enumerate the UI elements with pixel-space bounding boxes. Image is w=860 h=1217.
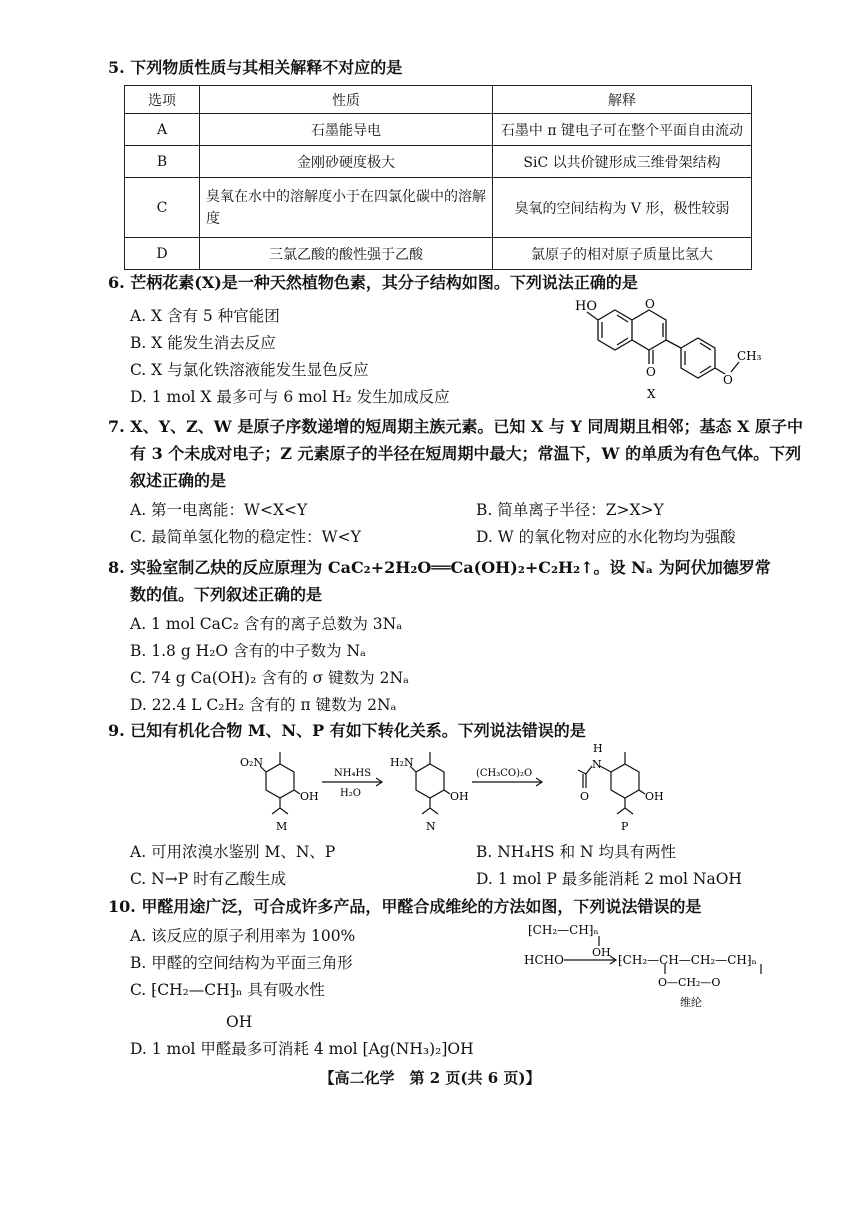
q9-stem: 9. 已知有机化合物 M、N、P 有如下转化关系。下列说法错误的是 (108, 721, 586, 740)
q5-row-b (125, 146, 752, 178)
pva-formula: ⁅CH₂—CH⁆ₙ (528, 923, 599, 937)
q5-row-explanation: 石墨中 π 键电子可在整个平面自由流动 (493, 114, 752, 146)
q5-row-explanation: 臭氧的空间结构为 V 形，极性较弱 (493, 178, 752, 238)
q5-row-property: 三氯乙酸的酸性强于乙酸 (200, 238, 493, 270)
hcho-label: HCHO (524, 953, 564, 967)
q8-stem-line1: 8. 实验室制乙炔的反应原理为 CaC₂+2H₂O══Ca(OH)₂+C₂H₂↑。设 Nₐ 为阿伏加德罗常 (108, 558, 771, 577)
q5-row-option: B (125, 146, 200, 178)
q5-row-property: 石墨能导电 (200, 114, 493, 146)
formononetin-structure (575, 290, 762, 405)
mol-ring-o-label: O (645, 297, 655, 311)
q5-row-explanation: SiC 以共价键形成三维骨架结构 (493, 146, 752, 178)
q5-stem: 5. 下列物质性质与其相关解释不对应的是 (108, 58, 403, 77)
q8-option-d: D. 22.4 L C₂H₂ 含有的 π 键数为 2Nₐ (130, 696, 397, 714)
q6-option-c: C. X 与氯化铁溶液能发生显色反应 (130, 361, 369, 379)
n-label: N (426, 820, 436, 833)
m-label: M (276, 820, 288, 833)
vinylon-formula: ⁅CH₂—CH—CH₂—CH⁆ₙ (618, 953, 757, 967)
q7-option-c: C. 最简单氢化物的稳定性：W<Y (130, 528, 361, 546)
vinylon-synthesis-scheme (524, 918, 794, 1018)
p-label: P (621, 820, 629, 833)
q7-stem-line1: 7. X、Y、Z、W 是原子序数递增的短周期主族元素。已知 X 与 Y 同周期且相邻；基态 X 原子中 (108, 417, 804, 436)
q5-header-explanation: 解释 (493, 86, 752, 114)
mol-ch3-label: CH₃ (737, 349, 762, 363)
q8-option-c: C. 74 g Ca(OH)₂ 含有的 σ 键数为 2Nₐ (130, 669, 409, 687)
n-oh-label: OH (450, 790, 469, 803)
q8-option-b: B. 1.8 g H₂O 含有的中子数为 Nₐ (130, 642, 367, 660)
q10-option-d: D. 1 mol 甲醛最多可消耗 4 mol [Ag(NH₃)₂]OH (130, 1040, 474, 1058)
q5-row-explanation: 氯原子的相对原子质量比氢大 (493, 238, 752, 270)
reagent2-top: (CH₃CO)₂O (476, 768, 533, 779)
q5-header-property: 性质 (200, 86, 493, 114)
p-o-label: O (580, 790, 590, 803)
p-n-label: N (592, 758, 602, 771)
q5-row-d (125, 238, 752, 270)
q5-header-option: 选项 (125, 86, 200, 114)
q5-row-a (125, 114, 752, 146)
reagent1-bottom: H₂O (340, 788, 361, 799)
vinylon-ring-bottom: O—CH₂—O (658, 976, 721, 989)
q9-option-c: C. N→P 时有乙酸生成 (130, 870, 287, 888)
p-oh-label: OH (645, 790, 664, 803)
pva-oh-label: OH (592, 946, 611, 959)
q10-stem: 10. 甲醛用途广泛，可合成许多产品，甲醛合成维纶的方法如图，下列说法错误的是 (108, 897, 702, 916)
q9-option-b: B. NH₄HS 和 N 均具有两性 (476, 843, 677, 861)
q6-option-a: A. X 含有 5 种官能团 (130, 307, 280, 325)
m-oh-label: OH (300, 790, 319, 803)
q6-stem: 6. 芒柄花素(X)是一种天然植物色素，其分子结构如图。下列说法正确的是 (108, 273, 638, 292)
p-h-label: H (593, 742, 603, 755)
q5-row-property: 臭氧在水中的溶解度小于在四氯化碳中的溶解度 (200, 178, 493, 238)
o2n-label: O₂N (240, 756, 264, 769)
mol-ho-label: HO (575, 299, 597, 314)
mol-ether-o-label: O (723, 373, 733, 387)
reagent1-top: NH₄HS (334, 768, 372, 779)
q9-reaction-scheme (240, 742, 680, 834)
q9-option-a: A. 可用浓溴水鉴别 M、N、P (130, 843, 336, 861)
q5-row-c (125, 178, 752, 238)
h2n-label: H₂N (390, 756, 414, 769)
q7-stem-line3: 叙述正确的是 (130, 471, 227, 490)
q10-option-c-oh: OH (226, 1013, 253, 1031)
q9-option-d: D. 1 mol P 最多能消耗 2 mol NaOH (476, 870, 742, 888)
q5-row-option: C (125, 178, 200, 238)
q8-stem-line2: 数的值。下列叙述正确的是 (130, 585, 323, 604)
q10-option-a: A. 该反应的原子利用率为 100% (130, 927, 356, 945)
q5-table (124, 85, 752, 270)
q7-option-d: D. W 的氧化物对应的水化物均为强酸 (476, 528, 736, 546)
q5-row-property: 金刚砂硬度极大 (200, 146, 493, 178)
q7-option-b: B. 简单离子半径：Z>X>Y (476, 501, 664, 519)
q7-option-a: A. 第一电离能：W<X<Y (130, 501, 308, 519)
q6-option-d: D. 1 mol X 最多可与 6 mol H₂ 发生加成反应 (130, 388, 450, 406)
q10-option-b: B. 甲醛的空间结构为平面三角形 (130, 954, 353, 972)
mol-keto-o-label: O (646, 365, 656, 379)
page-footer: 【高二化学 第 2 页(共 6 页)】 (319, 1069, 541, 1087)
q6-option-b: B. X 能发生消去反应 (130, 334, 276, 352)
vinylon-label: 维纶 (680, 996, 702, 1009)
q8-option-a: A. 1 mol CaC₂ 含有的离子总数为 3Nₐ (130, 615, 403, 633)
q5-row-option: D (125, 238, 200, 270)
q7-stem-line2: 有 3 个未成对电子；Z 元素原子的半径在短周期中最大；常温下，W 的单质为有色气体。下列 (130, 444, 802, 463)
mol-x-label: X (647, 387, 656, 401)
q5-row-option: A (125, 114, 200, 146)
q10-option-c: C. ⁅CH₂—CH⁆ₙ 具有吸水性 (130, 981, 325, 999)
